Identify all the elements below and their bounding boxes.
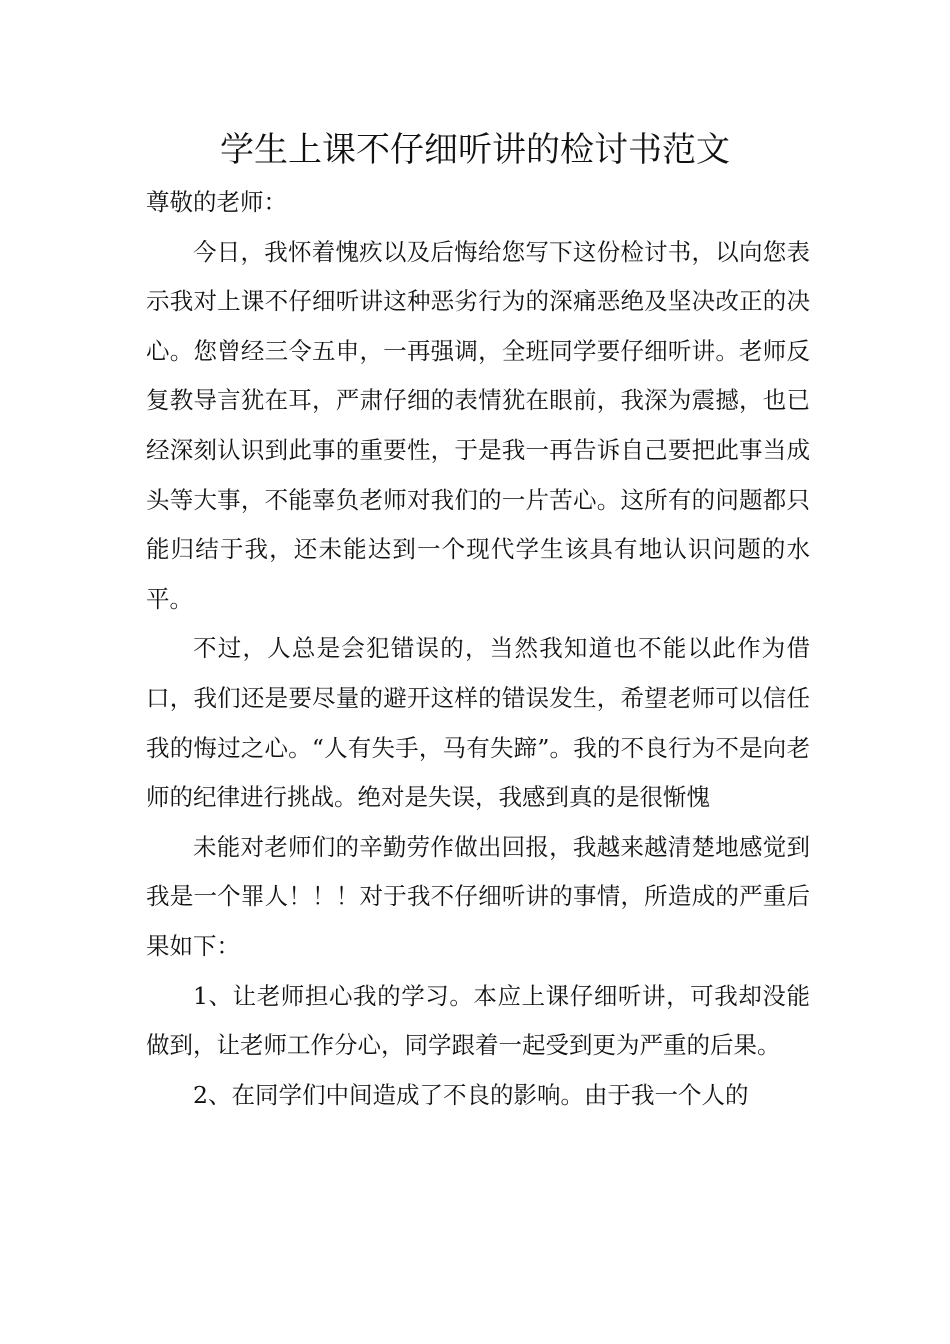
paragraph-1: 今日，我怀着愧疚以及后悔给您写下这份检讨书，以向您表示我对上课不仔细听讲这种恶劣行为的深痛恶绝及坚决改正的决心。您曾经三令五申，一再强调，全班同学要仔细听讲。老师反复教导言犹在耳，严肃仔细的表情犹在眼前，我深为震撼，也已经深刻认识到此事的重要性，于是我一再告诉自己要把此事当成头等大事，不能辜负老师对我们的一片苦心。这所有的问题都只能归结于我，还未能达到一个现代学生该具有地认识问题的水平。	[146, 237, 810, 613]
salutation: 尊敬的老师：	[146, 188, 287, 216]
paragraph-3: 未能对老师们的辛勤劳作做出回报，我越来越清楚地感觉到我是一个罪人！！！对于我不仔细听讲的事情，所造成的严重后果如下：	[146, 832, 810, 960]
paragraph-2: 不过，人总是会犯错误的，当然我知道也不能以此作为借口，我们还是要尽量的避开这样的错误发生，希望老师可以信任我的悔过之心。“人有失手，马有失蹄”。我的不良行为不是向老师的纪律进行挑战。绝对是失误，我感到真的是很惭愧	[146, 634, 810, 812]
paragraph-4: 1、让老师担心我的学习。本应上课仔细听讲，可我却没能做到，让老师工作分心，同学跟着一起受到更为严重的后果。	[146, 981, 810, 1060]
paragraph-5: 2、在同学们中间造成了不良的影响。由于我一个人的	[193, 1080, 749, 1109]
document-body	[146, 178, 810, 1120]
document-title: 学生上课不仔细听讲的检讨书范文	[220, 130, 730, 170]
